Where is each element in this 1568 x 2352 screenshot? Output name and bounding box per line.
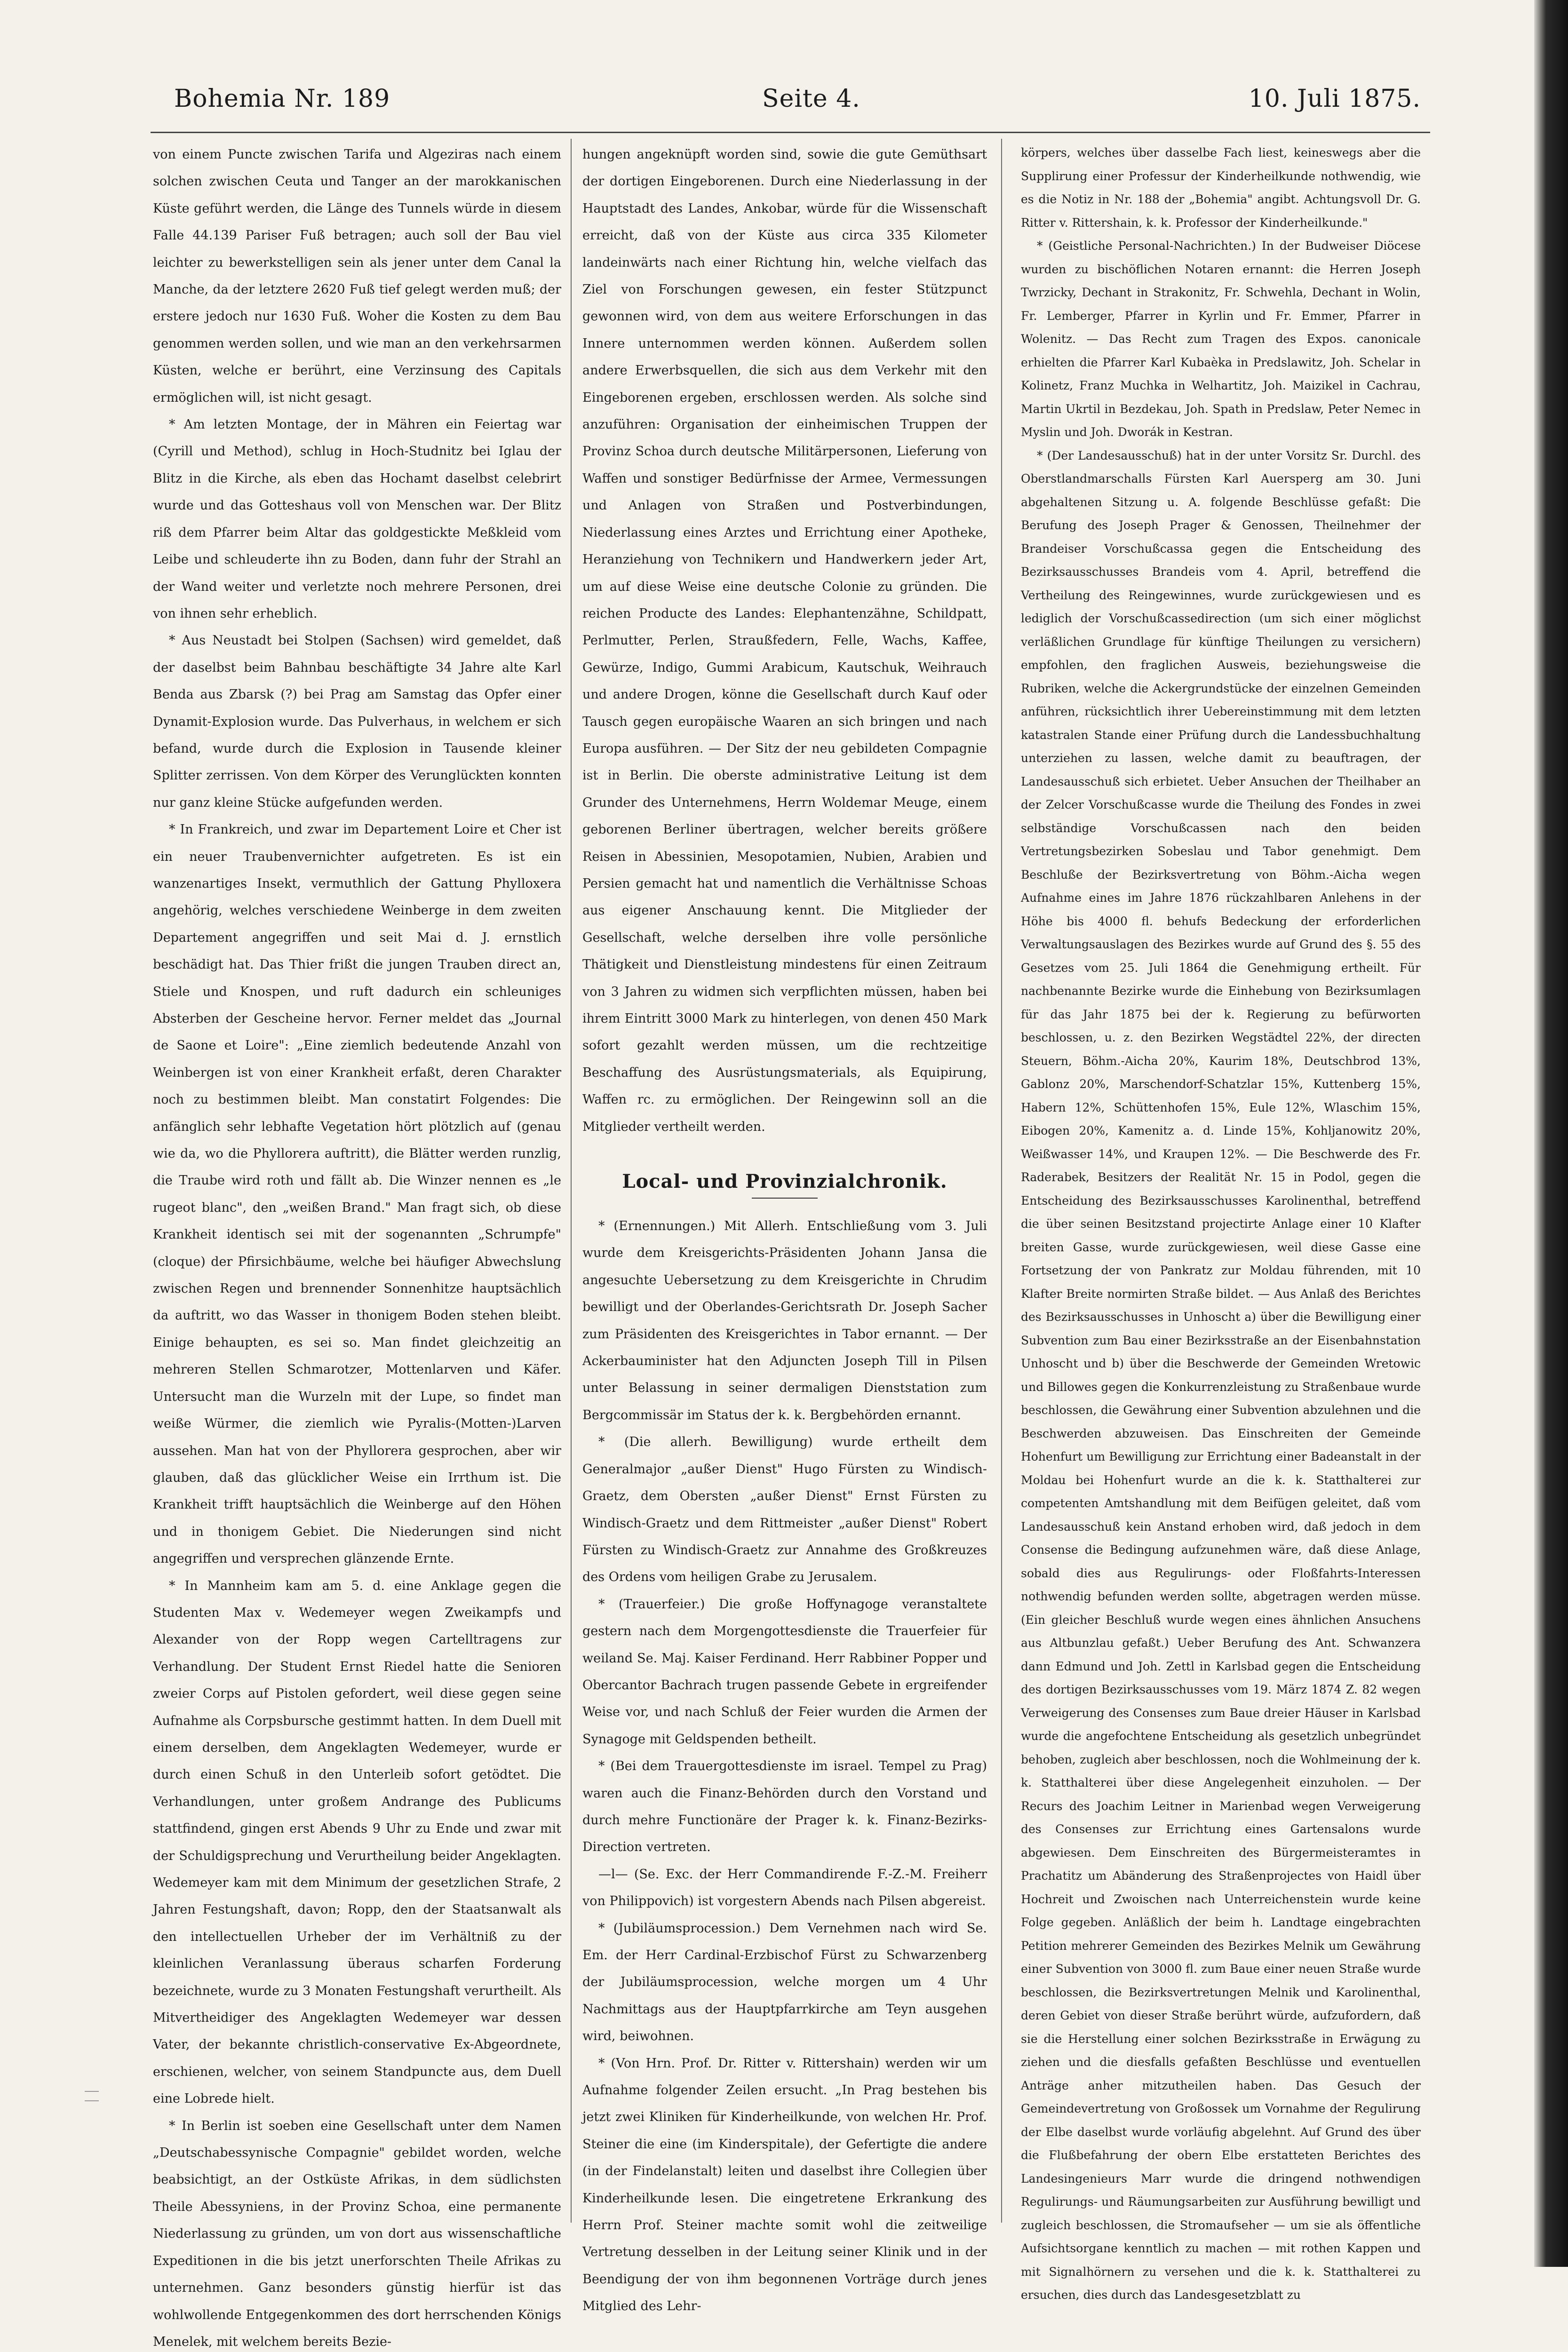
article-paragraph: körpers, welches über dasselbe Fach liest, keineswegs aber die Supplirung einer Professur der Kinderheilkunde nothwendig, wie es die Notiz in Nr. 188 der „Bohemia" angibt. Achtungsvoll Dr. G. Ritter v. Rittershain, k. k. Professor der Kinderheilkunde.": [1021, 146, 1421, 230]
header-rule: [151, 132, 1430, 133]
column-divider: [1001, 139, 1002, 2223]
column-2: [582, 141, 987, 2314]
column-1: [153, 141, 561, 2349]
column-divider: [571, 139, 572, 2223]
margin-mark: [85, 2100, 99, 2101]
article-paragraph: * (Ernennungen.) Mit Allerh. Entschließung vom 3. Juli wurde dem Kreisgerichts-Präsidenten Johann Jansa die angesuchte Uebersetzung zu dem Kreisgerichte in Chrudim bewilligt und der Oberlandes-Gerichtsrath Dr. Joseph Sacher zum Präsidenten des Kreisgerichtes in Tabor ernannt. — Der Ackerbauminister hat den Adjuncten Joseph Till in Pilsen unter Belassung in seiner dermaligen Dienststation zum Bergcommissär im Status der k. k. Bergbehörden ernannt.: [582, 1219, 987, 1422]
article-paragraph: * In Berlin ist soeben eine Gesellschaft unter dem Namen „Deutschabessynische Compagnie" gebildet worden, welche beabsichtigt, an der Ostküste Afrikas, in dem südlichsten Theile Abessyniens, in der Provinz Schoa, eine permanente Niederlassung zu gründen, um von dort aus wissenschaftliche Expeditionen in die bis jetzt unerforschten Theile Afrikas zu unternehmen. Ganz besonders günstig hierfür ist das wohlwollende Entgegenkommen des dort herrschenden Königs Menelek, mit welchem bereits Bezie-: [153, 2118, 561, 2349]
article-paragraph: * (Von Hrn. Prof. Dr. Ritter v. Rittershain) werden wir um Aufnahme folgender Zeilen ersucht. „In Prag bestehen bis jetzt zwei Kliniken für Kinderheilkunde, von welchen Hr. Prof. Steiner die eine (im Kinderspitale), der Gefertigte die andere (in der Findelanstalt) leiten und daselbst ihre Collegien über Kinderheilkunde lesen. Die eingetretene Erkrankung des Herrn Prof. Steiner machte somit wohl die zeitweilige Vertretung desselben in der Leitung seiner Klinik und in der Beendigung der von ihm begonnenen Vorträge durch jenes Mitglied des Lehr-: [582, 2056, 987, 2314]
article-paragraph: * (Der Landesausschuß) hat in der unter Vorsitz Sr. Durchl. des Oberstlandmarschalls Fürsten Karl Auersperg am 30. Juni abgehaltenen Sitzung u. A. folgende Beschlüsse gefaßt: Die Berufung des Joseph Prager & Genossen, Theilnehmer der Brandeiser Vorschußcassa gegen die Entscheidung des Bezirksausschusses Brandeis vom 4. April, betreffend die Vertheilung des Reingewinnes, wurde zurückgewiesen und es lediglich der Vorschußcassedirection (um sich einer möglichst verläßlichen Grundlage für künftige Theilungen zu versichern) empfohlen, den fraglichen Ausweis, beziehungsweise die Rubriken, welche die Ackergrundstücke der einzelnen Gemeinden anführen, rücksichtlich ihrer Uebereinstimmung mit dem letzten katastralen Stande einer Prüfung durch die Landessbuchhaltung unterziehen zu lassen, welche damit zu beauftragen, der Landesausschuß sich erbietet. Ueber Ansuchen der Theilhaber an der Zelcer Vorschußcasse wurde die Theilung des Fondes in zwei selbständige Vorschußcassen nach den beiden Vertretungsbezirken Sobeslau und Tabor genehmigt. Dem Beschluße der Bezirksvertretung von Böhm.-Aicha wegen Aufnahme eines im Jahre 1876 rückzahlbaren Anlehens in der Höhe bis 4000 fl. behufs Bedeckung der erforderlichen Verwaltungsauslagen des Bezirkes wurde auf Grund des §. 55 des Gesetzes vom 25. Juli 1864 die Genehmigung ertheilt. Für nachbenannte Bezirke wurde die Einhebung von Bezirksumlagen für das Jahr 1875 bei der k. Regierung zu befürworten beschlossen, u. z. den Bezirken Wegstädtel 22%, der directen Steuern, Böhm.-Aicha 20%, Kaurim 18%, Deutschbrod 13%, Gablonz 20%, Marschendorf-Schatzlar 15%, Kuttenberg 15%, Habern 12%, Schüttenhofen 15%, Eule 12%, Wlaschim 15%, Eibogen 20%, Kamenitz a. d. Linde 15%, Kohljanowitz 20%, Weißwasser 14%, und Kraupen 12%. — Die Beschwerde des Fr. Raderabek, Besitzers der Realität Nr. 15 in Podol, gegen die Entscheidung des Bezirksausschusses Karolinenthal, betreffend die über seinen Besitzstand projectirte Anlage einer 10 Klafter breiten Gasse, wurde zurückgewiesen, weil diese Gasse eine Fortsetzung der von Pankratz zur Moldau führenden, mit 10 Klafter Breite normirten Straße bildet. — Aus Anlaß des Berichtes des Bezirksausschusses in Unhoscht a) über die Bewilligung einer Subvention zum Bau einer Bezirksstraße an der Eisenbahnstation Unhoscht und b) über die Beschwerde der Gemeinden Wretowic und Billowes gegen die Konkurrenzleistung zu Straßenbaue wurde beschlossen, die Gewährung einer Subvention abzulehnen und die Beschwerden abzuweisen. Das Einschreiten der Gemeinde Hohenfurt um Bewilligung zur Errichtung einer Badeanstalt in der Moldau bei Hohenfurt wurde an die k. k. Statthalterei zur competenten Amtshandlung mit dem Beifügen geleitet, daß vom Landesausschuß kein Anstand erhoben wird, daß jedoch in dem Consense die Bedingung aufzunehmen wäre, daß diese Anlage, sobald dies aus Regulirungs- oder Floßfahrts-Interessen nothwendig befunden werden sollte, abgetragen werden müsse. (Ein gleicher Beschluß wurde wegen eines ähnlichen Ansuchens aus Altbunzlau gefaßt.) Ueber Berufung des Ant. Schwanzera dann Edmund und Joh. Zettl in Karlsbad gegen die Entscheidung des dortigen Bezirksausschusses vom 19. März 1874 Z. 82 wegen Verweigerung des Consenses zum Baue dreier Häuser in Karlsbad wurde die angefochtene Entscheidung als gesetzlich unbegründet behoben, zugleich aber beschlossen, noch die Wohlmeinung der k. k. Statthalterei über diese Angelegenheit einzuholen. — Der Recurs des Joachim Leitner in Marienbad wegen Verweigerung des Consenses zur Errichtung eines Gartensalons wurde abgewiesen. Dem Einschreiten des Bürgermeisteramtes in Prachatitz um Abänderung des Straßenprojectes von Haidl über Hochreit und Zwoischen nach Unterreichenstein wurde keine Folge gegeben. Anläßlich der beim h. Landtage eingebrachten Petition mehrerer Gemeinden des Bezirkes Melnik um Gewährung einer Subvention von 3000 fl. zum Baue einer neuen Straße wurde beschlossen, die Bezirksvertretungen Melnik und Karolinenthal, deren Gebiet von dieser Straße berührt würde, aufzufordern, daß sie die Herstellung einer solchen Bezirksstraße in Erwägung zu ziehen und die diesfalls gefaßten Beschlüsse und eventuellen Anträge anher mitzutheilen haben. Das Gesuch der Gemeindevertretung von Großossek um Vornahme der Regulirung der Elbe daselbst wurde vorläufig abgelehnt. Auf Grund des über die Flußbefahrung der obern Elbe erstatteten Berichtes des Landesingenieurs Marr wurde die dringend nothwendigen Regulirungs- und Räumungsarbeiten zur Ausführung bewilligt und zugleich beschlossen, die Stromaufseher — um sie als öffentliche Aufsichtsorgane kenntlich zu machen — mit rothen Kappen und mit Signalhörnern zu versehen und die k. k. Statthalterei zu ersuchen, dies durch das Landesgesetzblatt zu: [1021, 448, 1421, 2302]
article-paragraph: —l— (Se. Exc. der Herr Commandirende F.-Z.-M. Freiherr von Philippovich) ist vorgestern Abends nach Pilsen abgereist.: [582, 1867, 987, 1909]
article-paragraph: * (Trauerfeier.) Die große Hoffynagoge veranstaltete gestern nach dem Morgengottesdienste die Trauerfeier für weiland Se. Maj. Kaiser Ferdinand. Herr Rabbiner Popper und Obercantor Bachrach trugen passende Gebete in ergreifender Weise vor, und nach Schluß der Feier wurden die Armen der Synagoge mit Geldspenden betheilt.: [582, 1597, 987, 1747]
article-paragraph: * Aus Neustadt bei Stolpen (Sachsen) wird gemeldet, daß der daselbst beim Bahnbau beschäftigte 34 Jahre alte Karl Benda aus Zbarsk (?) bei Prag am Samstag das Opfer einer Dynamit-Explosion wurde. Das Pulverhaus, in welchem er sich befand, wurde durch die Explosion in Tausende kleiner Splitter zerrissen. Von dem Körper des Verunglückten konnten nur ganz kleine Stücke aufgefunden werden.: [153, 633, 561, 810]
article-paragraph: * (Geistliche Personal-Nachrichten.) In der Budweiser Diöcese wurden zu bischöflichen Notaren ernannt: die Herren Joseph Twrzicky, Dechant in Strakonitz, Fr. Schwehla, Dechant in Wolin, Fr. Lemberger, Pfarrer in Kyrlin und Fr. Emmer, Pfarrer in Wolenitz. — Das Recht zum Tragen des Expos. canonicale erhielten die Pfarrer Karl Kubaèka in Predslawitz, Joh. Schelar in Kolinetz, Franz Muchka in Welhartitz, Joh. Maizikel in Cachrau, Martin Ukrtil in Bezdekau, Joh. Spath in Predslaw, Peter Nemec in Myslin und Joh. Dworák in Kestran.: [1021, 239, 1421, 439]
article-paragraph: von einem Puncte zwischen Tarifa und Algeziras nach einem solchen zwischen Ceuta und Tanger an der marokkanischen Küste geführt werden, die Länge des Tunnels würde in diesem Falle 44.139 Pariser Fuß betragen; auch soll der Bau viel leichter zu bewerkstelligen sein als jener unter dem Canal la Manche, da der letztere 2620 Fuß tief gelegt werden muß; der erstere jedoch nur 1630 Fuß. Woher die Kosten zu dem Bau genommen werden sollen, und wie man an den verkehrsarmen Küsten, welche er berührt, eine Verzinsung des Capitals ermöglichen will, ist nicht gesagt.: [153, 147, 561, 405]
margin-mark: [85, 2091, 99, 2092]
article-paragraph: * Am letzten Montage, der in Mähren ein Feiertag war (Cyrill und Method), schlug in Hoch-Studnitz bei Iglau der Blitz in die Kirche, als eben das Hochamt daselbst celebrirt wurde und das Gotteshaus voll von Menschen war. Der Blitz riß dem Pfarrer beim Altar das goldgestickte Meßkleid vom Leibe und schleuderte ihn zu Boden, dann fuhr der Strahl an der Wand weiter und verletzte noch mehrere Personen, drei von ihnen sehr erheblich.: [153, 417, 561, 621]
article-paragraph: hungen angeknüpft worden sind, sowie die gute Gemüthsart der dortigen Eingeborenen. Durch eine Niederlassung in der Hauptstadt des Landes, Ankobar, würde für die Wissenschaft erreicht, daß von der Küste aus circa 335 Kilometer landeinwärts nach einer Richtung hin, welche vielfach das Ziel von Forschungen gewesen, ein fester Stützpunct gewonnen wird, von dem aus weitere Erforschungen in das Innere unternommen werden können. Außerdem sollen andere Erwerbsquellen, die sich aus dem Verkehr mit den Eingeborenen ergeben, erschlossen werden. Als solche sind anzuführen: Organisation der einheimischen Truppen der Provinz Schoa durch deutsche Militärpersonen, Lieferung von Waffen und sonstiger Bedürfnisse der Armee, Vermessungen und Anlagen von Straßen und Postverbindungen, Niederlassung eines Arztes und Errichtung einer Apotheke, Heranziehung von Technikern und Handwerkern jeder Art, um auf diese Weise eine deutsche Colonie zu gründen. Die reichen Producte des Landes: Elephantenzähne, Schildpatt, Perlmutter, Perlen, Straußfedern, Felle, Wachs, Kaffee, Gewürze, Indigo, Gummi Arabicum, Kautschuk, Weihrauch und andere Drogen, könne die Gesellschaft durch Kauf oder Tausch gegen europäische Waaren an sich bringen und nach Europa ausführen. — Der Sitz der neu gebildeten Compagnie ist in Berlin. Die oberste administrative Leitung ist dem Grunder des Unternehmens, Herrn Woldemar Meuge, einem geborenen Berliner übertragen, welcher bereits größere Reisen in Abessinien, Mesopotamien, Nubien, Arabien und Persien gemacht hat und namentlich die Verhältnisse Schoas aus eigener Anschauung kennt. Die Mitglieder der Gesellschaft, welche derselben ihre volle persönliche Thätigkeit und Dienstleistung mindestens für einen Zeitraum von 3 Jahren zu widmen sich verpflichten müssen, haben bei ihrem Eintritt 3000 Mark zu hinterlegen, von denen 450 Mark sofort gezahlt werden müssen, um die rechtzeitige Beschaffung des Ausrüstungsmaterials, als Equipirung, Waffen rc. zu ermöglichen. Der Reingewinn soll an die Mitglieder vertheilt werden.: [582, 147, 987, 1134]
section-rule: [752, 1198, 818, 1199]
article-paragraph: * In Mannheim kam am 5. d. eine Anklage gegen die Studenten Max v. Wedemeyer wegen Zweikampfs und Alexander von der Ropp wegen Cartelltragens zur Verhandlung. Der Student Ernst Riedel hatte die Senioren zweier Corps auf Pistolen gefordert, weil diese gegen seine Aufnahme als Corpsbursche gestimmt hatten. In dem Duell mit einem derselben, dem Angeklagten Wedemeyer, wurde er durch einen Schuß in den Unterleib sofort getödtet. Die Verhandlungen, unter großem Andrange des Publicums stattfindend, gingen erst Abends 9 Uhr zu Ende und zwar mit der Schuldigsprechung und Verurtheilung beider Angeklagten. Wedemeyer kam mit dem Minimum der gesetzlichen Strafe, 2 Jahren Festungshaft, davon; Ropp, den der Staatsanwalt als den intellectuellen Urheber der im Verhältniß zu der kleinlichen Veranlassung überaus scharfen Forderung bezeichnete, wurde zu 3 Monaten Festungshaft verurtheilt. Als Mitvertheidiger des Angeklagten Wedemeyer war dessen Vater, der bekannte christlich-conservative Ex-Abgeordnete, erschienen, welcher, von seinem Standpuncte aus, dem Duell eine Lobrede hielt.: [153, 1578, 561, 2106]
article-paragraph: * (Die allerh. Bewilligung) wurde ertheilt dem Generalmajor „außer Dienst" Hugo Fürsten zu Windisch-Graetz, dem Obersten „außer Dienst" Ernst Fürsten zu Windisch-Graetz und dem Rittmeister „außer Dienst" Robert Fürsten zu Windisch-Graetz zur Annahme des Großkreuzes des Ordens vom heiligen Grabe zu Jerusalem.: [582, 1435, 987, 1585]
article-paragraph: * In Frankreich, und zwar im Departement Loire et Cher ist ein neuer Traubenvernichter aufgetreten. Es ist ein wanzenartiges Insekt, vermuthlich der Gattung Phylloxera angehörig, welches verschiedene Weinberge in dem zweiten Departement angegriffen und seit Mai d. J. ernstlich beschädigt hat. Das Thier frißt die jungen Trauben direct an, Stiele und Knospen, und ruft dadurch ein schleuniges Absterben der Gescheine hervor. Ferner meldet das „Journal de Saone et Loire": „Eine ziemlich bedeutende Anzahl von Weinbergen ist von einer Krankheit erfaßt, deren Charakter noch zu bestimmen bleibt. Man constatirt Folgendes: Die anfänglich sehr lebhafte Vegetation hört plötzlich auf (genau wie da, wo die Phyllorera auftritt), die Blätter werden runzlig, die Traube wird roth und fällt ab. Die Winzer nennen es „le rugeot blanc", den „weißen Brand." Man fragt sich, ob diese Krankheit identisch sei mit der sogenannten „Schrumpfe" (cloque) der Pfirsichbäume, welche bei häufiger Abwechslung zwischen Regen und brennender Sonnenhitze hauptsächlich da auftritt, wo das Wasser in thonigem Boden stehen bleibt. Einige behaupten, es sei so. Man findet gleichzeitig an mehreren Stellen Schmarotzer, Mottenlarven und Käfer. Untersucht man die Wurzeln mit der Lupe, so findet man weiße Würmer, die ziemlich wie Pyralis-(Motten-)Larven aussehen. Man hat von der Phyllorera gesprochen, aber wir glauben, daß das glücklicher Weise ein Irrthum ist. Die Krankheit trifft hauptsächlich die Weinberge auf den Höhen und in thonigem Gebiet. Die Niederungen sind nicht angegriffen und versprechen glänzende Ernte.: [153, 822, 561, 1566]
page-header: [169, 85, 1421, 122]
article-paragraph: * (Bei dem Trauergottesdienste im israel. Tempel zu Prag) waren auch die Finanz-Behörden durch den Vorstand und durch mehre Functionäre der Prager k. k. Finanz-Bezirks-Direction vertreten.: [582, 1759, 987, 1855]
page-binding-edge: [1534, 0, 1568, 2267]
article-paragraph: * (Jubiläumsprocession.) Dem Vernehmen nach wird Se. Em. der Herr Cardinal-Erzbischof Fürst zu Schwarzenberg der Jubiläumsprocession, welche morgen um 4 Uhr Nachmittags aus der Hauptpfarrkirche am Teyn ausgehen wird, beiwohnen.: [582, 1921, 987, 2044]
section-heading: Local- und Provinzialchronik.: [622, 1170, 947, 1193]
header-page-number: Seite 4.: [762, 85, 860, 113]
column-3: [1021, 141, 1421, 2302]
header-newspaper-issue: Bohemia Nr. 189: [174, 85, 390, 113]
header-date: 10. Juli 1875.: [1248, 85, 1421, 113]
